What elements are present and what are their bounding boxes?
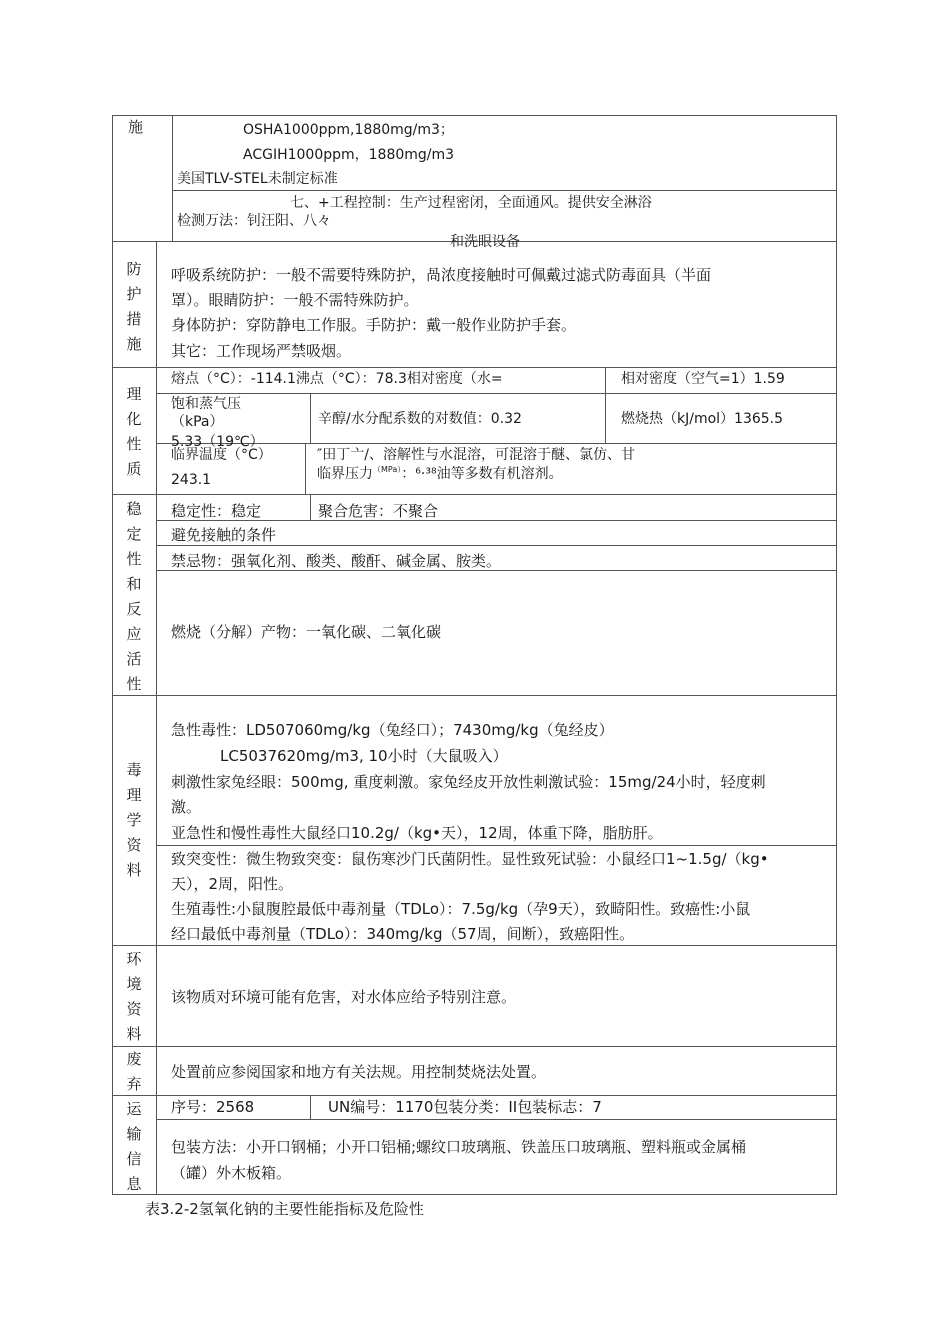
sep-s5-s6 — [112, 945, 837, 946]
s1-row-line — [172, 190, 836, 191]
melting-boiling-point: 熔点（°C）：-114.1沸点（°C）：78.3相对密度（水= — [171, 371, 503, 387]
s3-col-a — [310, 393, 311, 443]
border-top — [112, 115, 837, 116]
reproductive-toxicity: 生殖毒性:小鼠腹腔最低中毒剂量（TDLo）：7.5g/kg（孕9天），致畸阳性。致癌性:小鼠 — [171, 900, 751, 918]
irritation: 刺激性家兔经眼：500mg, 重度刺激。家兔经皮开放性刺激试验：15mg/24小时，轻度刺 — [171, 773, 766, 791]
packing-method: 包装方法：小开口钢桶；小开口铝桶;螺纹口玻璃瓶、铁盖压口玻璃瓶、塑料瓶或金属桶 — [171, 1138, 747, 1156]
carcinogenicity: 经口最低中毒剂量（TDLo）：340mg/kg（57周，间断），致癌阳性。 — [171, 925, 635, 943]
vapor-pressure-unit: （kPa） — [171, 414, 224, 430]
section-label-toxicology: 毒 理 学 资 料 — [126, 761, 142, 879]
s8-col — [310, 1095, 311, 1119]
s4-row2-line — [156, 545, 836, 546]
critical-temperature-value: 243.1 — [171, 472, 212, 488]
border-left — [112, 115, 113, 1195]
decomposition-products: 燃烧（分解）产物：一氧化碳、二氧化碳 — [171, 623, 442, 641]
inhalation-lc50: LC5037620mg/m3, 10小时（大鼠吸入） — [220, 747, 508, 765]
section-label-physchem: 理 化 性 质 — [126, 385, 142, 478]
serial-number: 序号：2568 — [171, 1098, 255, 1116]
incompatible-materials: 禁忌物：强氧化剂、酸类、酸酐、碱金属、胺类。 — [171, 552, 502, 570]
partition-coefficient: 辛醇/水分配系数的对数值：0.32 — [318, 411, 522, 427]
section-label-disposal: 废 弃 — [126, 1050, 142, 1093]
solubility-line2 — [317, 464, 563, 486]
section-label-1: 施 — [128, 118, 144, 136]
irritation-cont: 激。 — [171, 798, 202, 816]
sep-s6-s7 — [112, 1046, 837, 1047]
polymerization-hazard: 聚合危害：不聚合 — [318, 502, 439, 520]
border-right — [836, 115, 837, 1195]
relative-density-air: 相对密度（空气=1）1.59 — [621, 371, 785, 387]
combustion-heat: 燃烧热（kJ/mol）1365.5 — [621, 411, 784, 427]
solubility-text: ：⁶·³⁸油等多数有机溶剂。 — [401, 466, 563, 482]
exposure-acgih: ACGIH1000ppm，1880mg/m3 — [243, 147, 455, 163]
other-protection: 其它：工作现场严禁吸烟。 — [171, 342, 352, 360]
section-label-stability: 稳 定 性 和 反 应 活 性 — [126, 500, 142, 693]
sep-s3-s4 — [112, 494, 837, 495]
sep-s2-s3 — [112, 367, 837, 368]
vapor-clip-wrap — [165, 432, 305, 450]
critical-pressure-unit: （MPa） — [373, 465, 402, 474]
engineering-control: 七、+工程控制：生产过程密闭，全面通风。提供安全淋浴 — [290, 195, 652, 211]
sep-s4-s5 — [112, 695, 837, 696]
section-label-protection: 防 护 措 施 — [126, 260, 142, 353]
section-label-environment: 环 境 资 料 — [126, 950, 142, 1043]
exposure-osha: OSHA1000ppm,1880mg/m3； — [243, 122, 454, 138]
eyewash-equipment: 和洗眼设备 — [450, 234, 520, 250]
critical-temperature-label: 临界温度（°C） — [171, 447, 272, 463]
acute-toxicity: 急性毒性：LD507060mg/kg（兔经口）；7430mg/kg（兔经皮） — [171, 721, 614, 739]
mutagenicity: 致突变性：微生物致突变：鼠伤寒沙门氏菌阴性。显性致死试验：小鼠经口1~1.5g/（kg• — [171, 850, 769, 868]
conditions-to-avoid: 避免接触的条件 — [171, 526, 277, 544]
eye-protection: 罩）。眼睛防护：一般不需特殊防护。 — [171, 291, 419, 309]
table-caption: 表3.2-2氢氧化钠的主要性能指标及危险性 — [145, 1200, 424, 1218]
s1-divider — [172, 115, 173, 241]
disposal-method: 处置前应参阅国家和地方有关法规。用控制焚烧法处置。 — [171, 1063, 547, 1081]
packing-method-cont: （罐）外木板箱。 — [171, 1164, 292, 1182]
clipped-line-wrap — [440, 232, 640, 250]
mutagenicity-cont: 天），2周，阳性。 — [171, 875, 294, 893]
s8-row-line — [156, 1119, 836, 1120]
vapor-pressure-label: 饱和蒸气压 — [171, 396, 241, 412]
detection-method: 检测万法：钊汪阳、八々 — [177, 213, 331, 229]
critical-pressure-label: 临界压力 — [317, 466, 373, 482]
section-label-transport: 运 输 信 息 — [126, 1100, 142, 1193]
respiratory-protection: 呼吸系统防护：一般不需要特殊防护，咼浓度接触时可佩戴过滤式防毒面具（半面 — [171, 266, 712, 284]
body-hand-protection: 身体防护：穿防静电工作服。手防护：戴一般作业防护手套。 — [171, 316, 577, 334]
label-divider — [156, 241, 157, 1194]
sep-s7-s8 — [112, 1095, 837, 1096]
exposure-tlv-stel: 美国TLV-STEL未制定标准 — [177, 171, 338, 187]
s4-col — [310, 494, 311, 520]
s3-row1-line — [156, 393, 836, 394]
s3-col-b — [605, 367, 606, 443]
border-bottom — [112, 1194, 837, 1195]
s3-col-c — [305, 443, 306, 494]
chronic-toxicity: 亚急性和慢性毒性大鼠经口10.2g/（kg•天），12周，体重下降，脂肪肝。 — [171, 824, 663, 842]
environmental-hazard: 该物质对环境可能有危害，对水体应给予特别注意。 — [171, 988, 517, 1006]
stability-value: 稳定性：稳定 — [171, 502, 262, 520]
vapor-pressure-value: 5.33（19℃） — [171, 434, 264, 450]
s5-row-line — [156, 845, 836, 846]
un-number: UN编号：1170包装分类：II包装标志：7 — [328, 1098, 602, 1116]
solubility-line1: ″田丁亠/、溶解性与水混溶，可混溶于醚、氯仿、甘 — [317, 447, 635, 463]
